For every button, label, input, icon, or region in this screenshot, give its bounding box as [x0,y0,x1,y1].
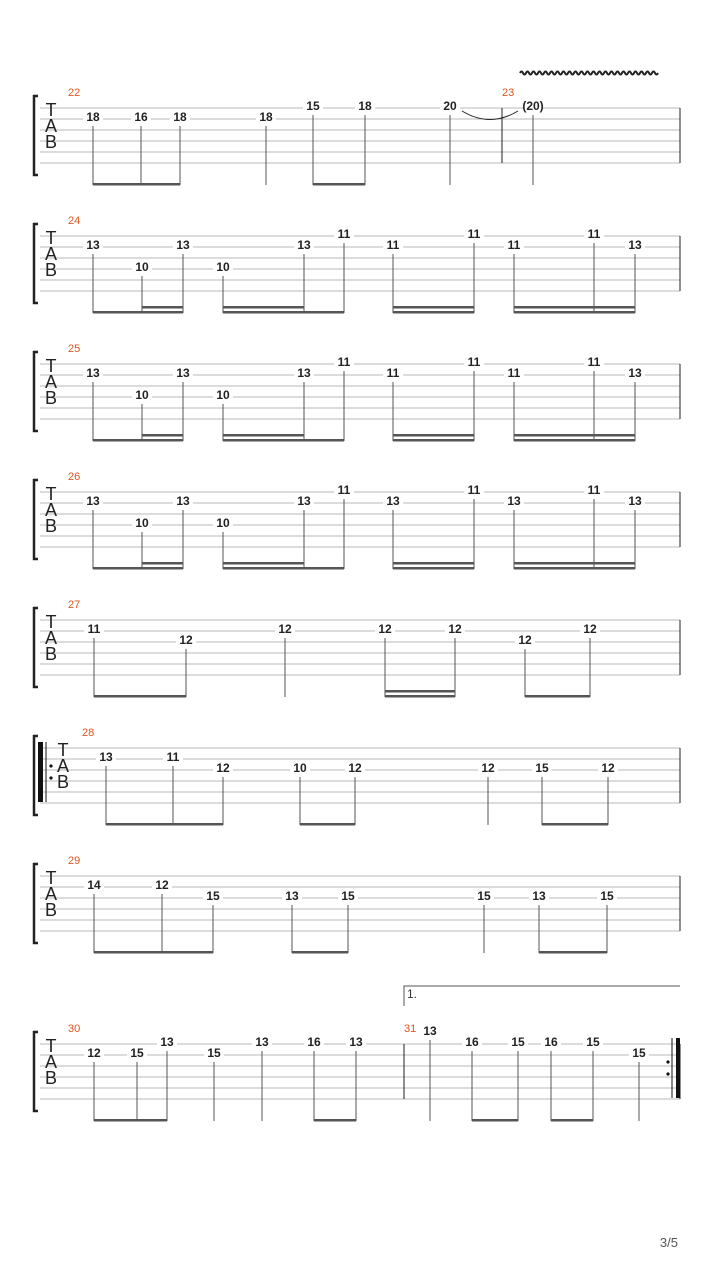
tab-clef-letter: T [45,356,57,376]
beam [514,311,635,314]
tab-clef-letter: T [45,868,57,888]
fret-number: 15 [600,889,614,903]
system-25 [34,343,680,442]
system-bracket [34,480,38,559]
beam [542,823,608,826]
tab-clef-letter: A [44,500,58,520]
tab-clef-letter: B [44,388,58,408]
fret-number: 11 [587,227,601,241]
beam [393,567,474,570]
measure-number: 22 [68,87,81,99]
beam-secondary [514,434,635,437]
tab-clef-letter: T [45,612,57,632]
fret-number: 18 [173,110,187,124]
tab-clef-letter: B [44,516,58,536]
beam [514,567,635,570]
fret-number: 12 [87,1046,101,1060]
measure-number: 23 [502,87,515,99]
beam [313,183,365,186]
fret-number: 13 [86,494,100,508]
beam-secondary [223,562,304,565]
beam [142,567,183,570]
beam [223,439,304,442]
fret-number: 18 [86,110,100,124]
tab-clef-letter: T [45,484,57,504]
fret-number: 10 [216,516,230,530]
beam-secondary [514,306,635,309]
fret-number: 13 [255,1035,269,1049]
fret-number: 12 [583,622,597,636]
fret-number: 12 [378,622,392,636]
beam [393,439,474,442]
measure-number: 24 [68,215,81,227]
tab-clef-letter: B [44,1068,58,1088]
tab-clef-letter: A [44,116,58,136]
fret-number: 15 [341,889,355,903]
fret-number: 16 [465,1035,479,1049]
beam-secondary [142,562,183,565]
fret-number: 12 [448,622,462,636]
fret-number: 16 [307,1035,321,1049]
measure-number: 31 [404,1023,417,1035]
fret-number: 13 [176,494,190,508]
fret-number: 15 [206,889,220,903]
measure-number: 25 [68,343,81,355]
tab-clef-letter: A [44,1052,58,1072]
system-bracket [34,864,38,943]
fret-number: 10 [135,260,149,274]
system-bracket [34,224,38,303]
fret-number: 15 [306,99,320,113]
fret-number: 10 [216,260,230,274]
system-27 [34,599,680,698]
tab-clef-letter: B [44,900,58,920]
tab-clef-letter: T [45,1036,57,1056]
tab-clef-letter: T [45,228,57,248]
volta-label: 1. [407,987,418,1001]
beam [393,311,474,314]
fret-number: 12 [179,633,193,647]
fret-number: 15 [632,1046,646,1060]
measure-number: 28 [82,727,95,739]
fret-number: 11 [337,355,351,369]
system-30-31 [34,986,680,1122]
fret-number: 12 [278,622,292,636]
tie-arc [462,111,518,120]
beam [142,439,183,442]
tab-clef-letter: B [56,772,70,792]
tab-clef-letter: A [44,628,58,648]
repeat-end-thick-bar [676,1038,680,1098]
tab-clef-letter: B [44,132,58,152]
page-number: 3/5 [659,1235,678,1250]
fret-number: 11 [166,750,180,764]
measure-number: 29 [68,855,81,867]
beam-secondary [514,562,635,565]
fret-number: 13 [176,366,190,380]
fret-number: 15 [511,1035,525,1049]
system-29 [34,855,680,954]
fret-number: 13 [285,889,299,903]
fret-number: 13 [86,238,100,252]
fret-number: 10 [216,388,230,402]
beam-secondary [393,434,474,437]
fret-number: 12 [601,761,615,775]
measure-number: 27 [68,599,81,611]
beam [525,695,590,698]
system-bracket [34,1032,38,1111]
system-bracket [34,352,38,431]
fret-number: 13 [532,889,546,903]
fret-number: 11 [467,483,481,497]
beam [385,695,455,698]
beam [314,1119,356,1122]
tab-clef-letter: B [44,644,58,664]
fret-number: 13 [423,1024,437,1038]
fret-number: 13 [507,494,521,508]
fret-number: 11 [337,227,351,241]
volta-bracket [404,986,680,1006]
fret-number: 11 [386,366,400,380]
fret-number: 11 [507,238,521,252]
fret-number: 12 [216,761,230,775]
repeat-start-thick-bar [38,742,43,802]
beam [94,695,186,698]
measure-number: 26 [68,471,81,483]
system-24 [34,215,680,314]
fret-number: 13 [628,366,642,380]
fret-number: 10 [135,388,149,402]
tab-clef-letter: A [44,884,58,904]
fret-number: 14 [87,878,101,892]
fret-number: (20) [522,99,544,113]
beam-secondary [385,690,455,693]
fret-number: 12 [348,761,362,775]
repeat-dot [666,1072,669,1075]
fret-number: 11 [467,355,481,369]
repeat-dot [49,764,52,767]
system-26 [34,471,680,570]
system-bracket [34,96,38,175]
fret-number: 13 [628,494,642,508]
fret-number: 15 [130,1046,144,1060]
beam [514,439,635,442]
fret-number: 13 [160,1035,174,1049]
tab-clef-letter: T [57,740,69,760]
tab-clef-letter: A [44,244,58,264]
beam [94,951,213,954]
fret-number: 12 [518,633,532,647]
fret-number: 11 [507,366,521,380]
tab-clef-letter: A [44,372,58,392]
vibrato-mark [520,72,658,75]
fret-number: 13 [297,494,311,508]
fret-number: 12 [155,878,169,892]
fret-number: 13 [99,750,113,764]
beam-secondary [393,562,474,565]
fret-number: 15 [477,889,491,903]
fret-number: 15 [207,1046,221,1060]
fret-number: 12 [481,761,495,775]
measure-number: 30 [68,1023,81,1035]
fret-number: 13 [86,366,100,380]
beam [93,183,180,186]
fret-number: 16 [134,110,148,124]
system-bracket [34,736,38,815]
fret-number: 18 [358,99,372,113]
beam [551,1119,593,1122]
beam [106,823,223,826]
fret-number: 16 [544,1035,558,1049]
beam-secondary [142,434,183,437]
repeat-dot [49,776,52,779]
fret-number: 13 [628,238,642,252]
fret-number: 15 [535,761,549,775]
fret-number: 13 [386,494,400,508]
fret-number: 20 [443,99,457,113]
beam-secondary [223,434,304,437]
beam-secondary [142,306,183,309]
fret-number: 11 [87,622,101,636]
repeat-dot [666,1060,669,1063]
beam [223,311,304,314]
beam-secondary [393,306,474,309]
fret-number: 13 [297,366,311,380]
fret-number: 10 [135,516,149,530]
fret-number: 10 [293,761,307,775]
beam [142,311,183,314]
fret-number: 13 [349,1035,363,1049]
fret-number: 18 [259,110,273,124]
fret-number: 13 [297,238,311,252]
fret-number: 11 [467,227,481,241]
fret-number: 11 [587,483,601,497]
fret-number: 11 [386,238,400,252]
tab-clef-letter: T [45,100,57,120]
tab-clef-letter: A [56,756,70,776]
beam [94,1119,167,1122]
beam-secondary [223,306,304,309]
system-28 [34,727,680,826]
beam [300,823,355,826]
system-bracket [34,608,38,687]
beam [539,951,607,954]
fret-number: 11 [587,355,601,369]
fret-number: 15 [586,1035,600,1049]
tab-clef-letter: B [44,260,58,280]
beam [472,1119,518,1122]
system-22-23 [34,72,680,186]
beam [223,567,304,570]
fret-number: 13 [176,238,190,252]
fret-number: 11 [337,483,351,497]
beam [292,951,348,954]
